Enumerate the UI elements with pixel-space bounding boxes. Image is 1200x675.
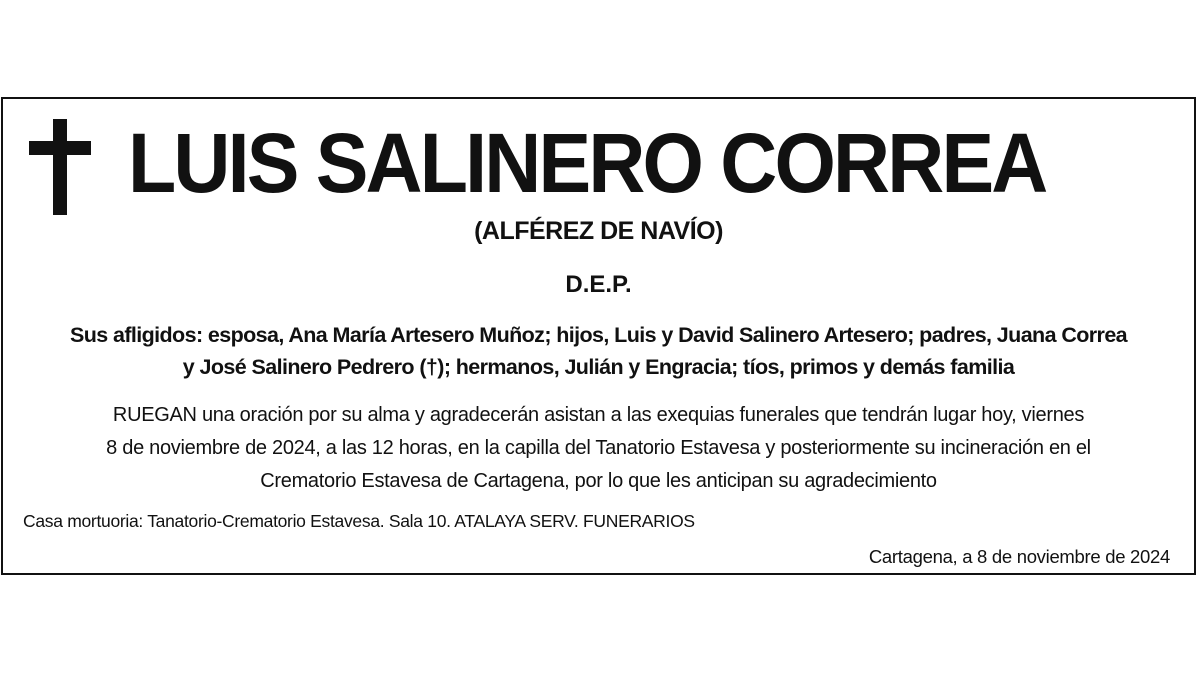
obituary-notice	[1, 97, 1196, 575]
funeral-request	[43, 399, 1154, 498]
family-line: y José Salinero Pedrero (†); hermanos, Julián y Engracia; tíos, primos y demás familia	[182, 355, 1015, 379]
request-line: Crematorio Estavesa de Cartagena, por lo que les anticipan su agradecimiento	[260, 470, 937, 492]
deceased-name: LUIS SALINERO CORREA	[128, 116, 1046, 210]
family-list	[21, 319, 1176, 383]
request-line: RUEGAN una oración por su alma y agradecerán asistan a las exequias funerales que tendrán lugar hoy, viernes	[112, 404, 1085, 426]
request-line: 8 de noviembre de 2024, a las 12 horas, en la capilla del Tanatorio Estavesa y posteriormente su incineración en el	[106, 437, 1091, 459]
family-line: Sus afligidos: esposa, Ana María Artesero Muñoz; hijos, Luis y David Salinero Artesero; padres, Juana Correa	[69, 323, 1128, 347]
rip-label: D.E.P.	[565, 271, 632, 298]
place-date: Cartagena, a 8 de noviembre de 2024	[868, 546, 1170, 567]
mortuary-info: Casa mortuoria: Tanatorio-Crematorio Estavesa. Sala 10. ATALAYA SERV. FUNERARIOS	[23, 511, 695, 531]
deceased-rank: (ALFÉREZ DE NAVÍO)	[474, 217, 723, 245]
cross-icon	[29, 119, 91, 215]
